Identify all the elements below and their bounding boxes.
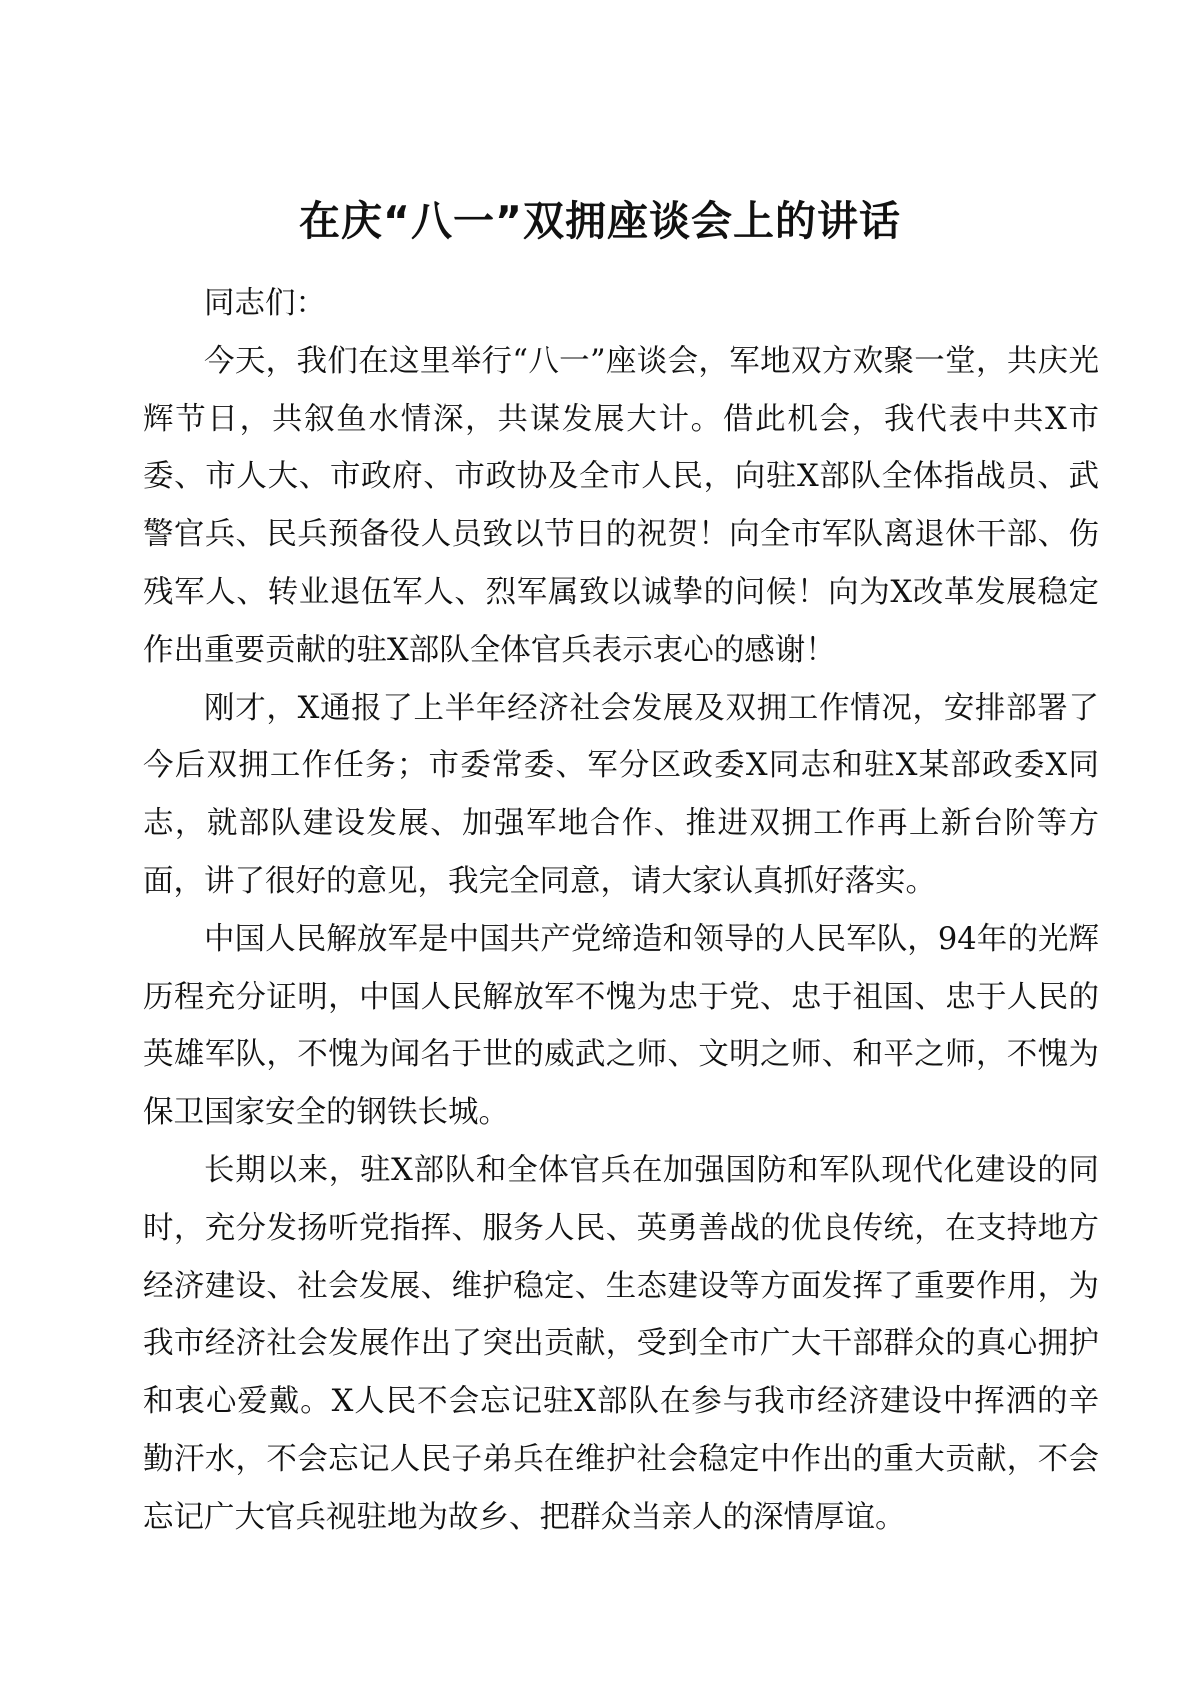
paragraph: 今天，我们在这里举行“八一”座谈会，军地双方欢聚一堂，共庆光辉节日，共叙鱼水情深，共谋发展大计。借此机会，我代表中共X市委、市人大、市政府、市政协及全市人民，向驻X部队全体指战员、武警官兵、民兵预备役人员致以节日的祝贺！向全市军队离退休干部、伤残军人、转业退伍军人、烈军属致以诚挚的问候！向为X改革发展稳定作出重要贡献的驻X部队全体官兵表示衷心的感谢！ xyxy=(143,343,1099,668)
salutation: 同志们： xyxy=(204,286,326,321)
paragraph: 刚才，X通报了上半年经济社会发展及双拥工作情况，安排部署了今后双拥工作任务；市委常委、军分区政委X同志和驻X某部政委X同志，就部队建设发展、加强军地合作、推进双拥工作再上新台阶等方面，讲了很好的意见，我完全同意，请大家认真抓好落实。 xyxy=(143,690,1099,899)
document-body xyxy=(143,275,1099,1547)
paragraph: 中国人民解放军是中国共产党缔造和领导的人民军队，94年的光辉历程充分证明，中国人民解放军不愧为忠于党、忠于祖国、忠于人民的英雄军队，不愧为闻名于世的威武之师、文明之师、和平之师，不愧为保卫国家安全的钢铁长城。 xyxy=(143,921,1099,1131)
document-title: 在庆“八一”双拥座谈会上的讲话 xyxy=(299,197,901,245)
paragraph: 长期以来，驻X部队和全体官兵在加强国防和军队现代化建设的同时，充分发扬听党指挥、服务人民、英勇善战的优良传统，在支持地方经济建设、社会发展、维护稳定、生态建设等方面发挥了重要作用，为我市经济社会发展作出了突出贡献，受到全市广大干部群众的真心拥护和衷心爱戴。X人民不会忘记驻X部队在参与我市经济建设中挥洒的辛勤汗水，不会忘记人民子弟兵在维护社会稳定中作出的重大贡献，不会忘记广大官兵视驻地为故乡、把群众当亲人的深情厚谊。 xyxy=(143,1152,1099,1535)
